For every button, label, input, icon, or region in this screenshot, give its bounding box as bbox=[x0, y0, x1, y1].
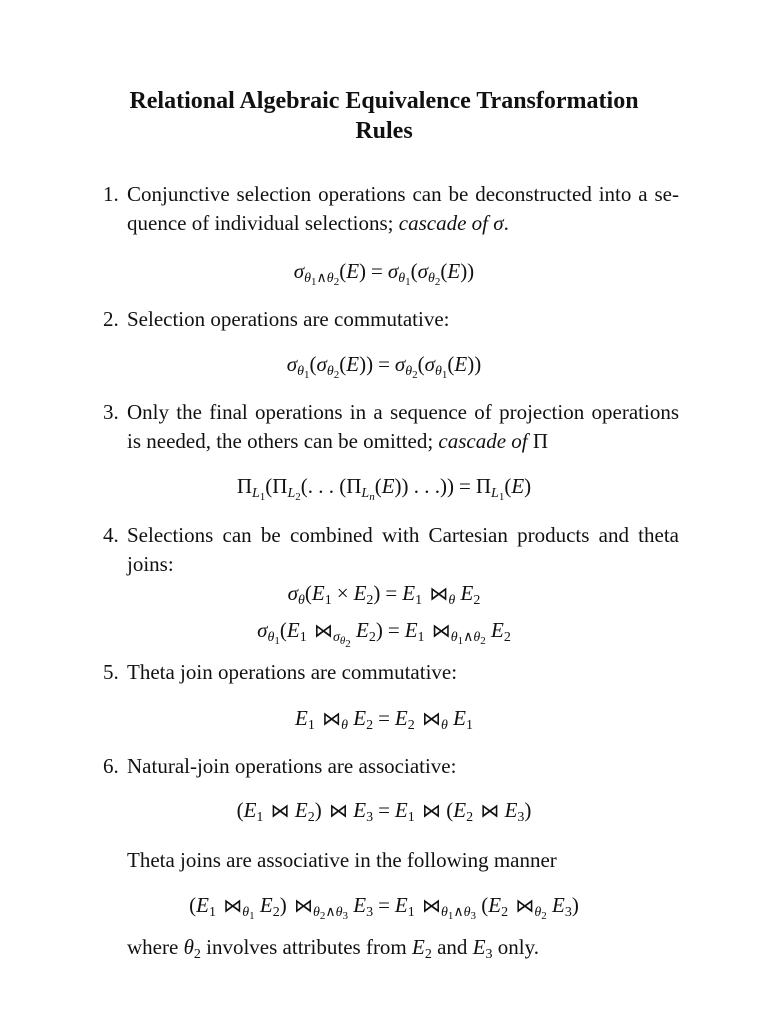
item-6-line-1: Natural-join operations are associative: bbox=[127, 754, 457, 778]
item-6-equation-2: ($E_1$ ⋈ $_{\theta_1}$ $E_2$) ⋈ $_{\theta_2\wedge\theta_3}$ $E_3 = E_1$ ⋈ $_{\theta_1\wedge\theta_3}$ ($E_2$ ⋈ $_{\theta_2}$ $E_3$) bbox=[189, 893, 579, 922]
item-1-equation: $\sigma_{\theta_1\wedge\theta_2}(E) = \sigma_{\theta_1}(\sigma_{\theta_2}(E))$ bbox=[293, 259, 475, 288]
item-6-equation: ($E_1$ ⋈ $E_2$) ⋈ $E_3 = E_1$ ⋈ ($E_2$ ⋈ $E_3$) bbox=[236, 798, 532, 825]
item-3-line-1: Only the final operations in a sequence of projection operations bbox=[127, 400, 679, 424]
item-4-equation-2: $\sigma_{\theta_1}(E_1$ ⋈ $_{\sigma_{\theta_2}}$ $E_2) = E_1$ ⋈ $_{\theta_1\wedge\theta_2}$ $E_2$ bbox=[257, 618, 511, 650]
item-1-number: 1. bbox=[103, 182, 119, 206]
item-2-number: 2. bbox=[103, 307, 119, 331]
item-6-paragraph: Theta joins are associative in the following manner bbox=[127, 848, 557, 872]
item-5-equation: $E_1$ ⋈ $_\theta$ $E_2 = E_2$ ⋈ $_\theta$ $E_1$ bbox=[295, 706, 473, 733]
item-3-line-2: is needed, the others can be omitted; cascade of Π bbox=[127, 429, 549, 453]
item-4-equation-1: $\sigma_\theta(E_1 \times E_2) = E_1$ ⋈ $_\theta$ $E_2$ bbox=[287, 581, 481, 608]
item-3-number: 3. bbox=[103, 400, 119, 424]
item-6-note: where $\theta_2$ involves attributes from $E_2$ and $E_3$ only. bbox=[127, 935, 539, 962]
item-1-text bbox=[127, 180, 679, 238]
item-6-number: 6. bbox=[103, 754, 119, 778]
item-2-text bbox=[127, 305, 679, 334]
item-5-number: 5. bbox=[103, 660, 119, 684]
item-1-line-1: Conjunctive selection operations can be deconstructed into a se- bbox=[127, 182, 679, 206]
item-3-equation: $\Pi_{L_1}(\Pi_{L_2}$(. . . $(\Pi_{L_n}(E))$ . . .)) = $\Pi_{L_1}(E)$ bbox=[236, 474, 532, 503]
item-5-line-1: Theta join operations are commutative: bbox=[127, 660, 458, 684]
item-4-number: 4. bbox=[103, 523, 119, 547]
title-line-1: Relational Algebraic Equivalence Transformation bbox=[129, 88, 639, 114]
title-line-2: Rules bbox=[355, 118, 413, 144]
item-4-line-2: joins: bbox=[127, 552, 174, 576]
item-1-line-2: quence of individual selections; cascade of σ. bbox=[127, 211, 509, 235]
item-2-equation: $\sigma_{\theta_1}(\sigma_{\theta_2}(E)) = \sigma_{\theta_2}(\sigma_{\theta_1}(E))$ bbox=[286, 352, 482, 381]
item-3-text bbox=[127, 398, 679, 456]
page-title bbox=[80, 86, 688, 146]
item-4-text bbox=[127, 521, 679, 579]
item-4-line-1: Selections can be combined with Cartesian products and theta bbox=[127, 523, 679, 547]
item-6-text bbox=[127, 752, 679, 781]
item-2-line-1: Selection operations are commutative: bbox=[127, 307, 450, 331]
item-5-text bbox=[127, 658, 679, 687]
